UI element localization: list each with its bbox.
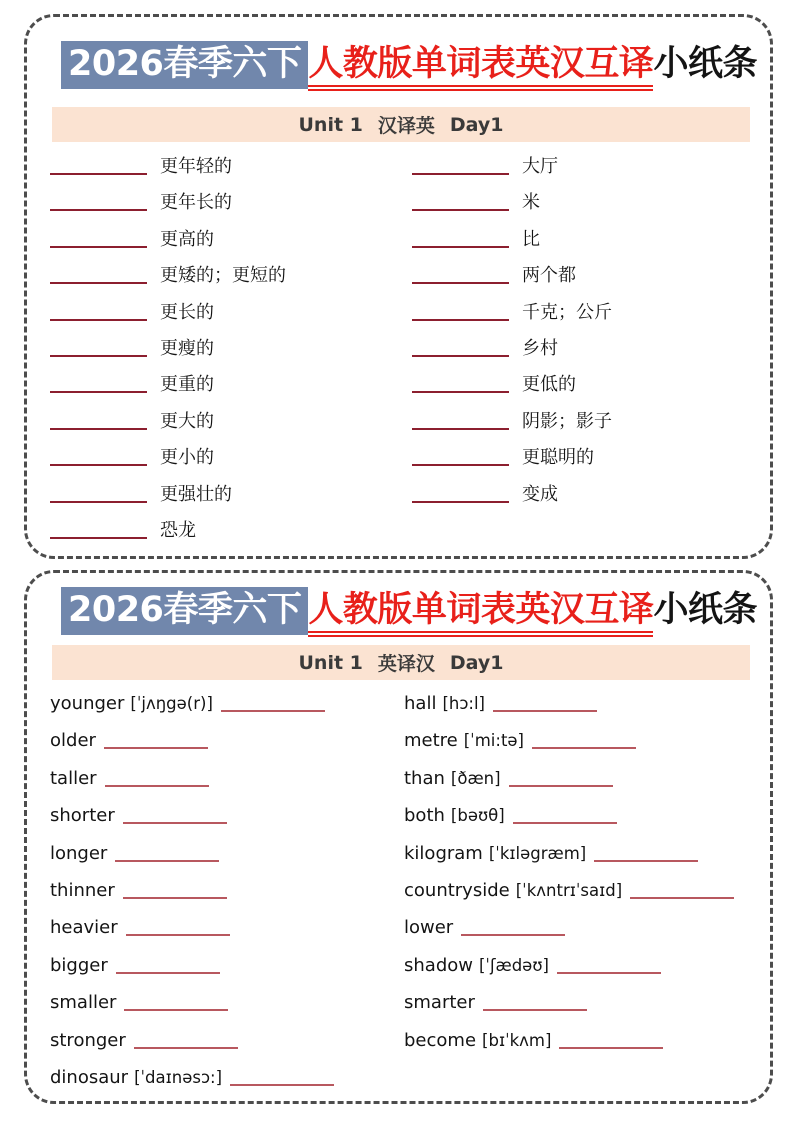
word-row — [50, 367, 286, 403]
chinese-word: 更年长的 — [160, 192, 232, 214]
word-row — [50, 222, 286, 258]
chinese-word: 大厅 — [522, 156, 558, 177]
word-row — [404, 760, 734, 797]
answer-blank — [124, 989, 228, 1011]
answer-blank — [559, 1027, 663, 1049]
answer-blank — [412, 153, 509, 175]
answer-blank — [50, 335, 147, 357]
chinese-word: 更矮的；更短的 — [160, 265, 286, 287]
answer-blank — [50, 517, 147, 539]
english-word: taller — [50, 767, 97, 789]
word-row — [50, 984, 334, 1021]
phonetic-transcription: [ðæn] — [450, 768, 501, 788]
phonetic-transcription: [bɪˈkʌm] — [482, 1030, 552, 1050]
answer-blank — [412, 262, 509, 284]
answer-blank — [50, 153, 147, 175]
chinese-word: 更小的 — [160, 447, 214, 469]
answer-blank — [412, 189, 509, 211]
english-word: metre — [404, 730, 458, 752]
answer-blank — [230, 1064, 334, 1086]
english-word: dinosaur — [50, 1066, 129, 1088]
word-row — [50, 477, 286, 513]
chinese-word: 千克；公斤 — [522, 301, 612, 323]
english-word: lower — [404, 917, 454, 939]
answer-blank — [221, 690, 325, 712]
word-column-right — [412, 149, 612, 513]
answer-blank — [50, 262, 147, 284]
chinese-word: 更聪明的 — [522, 447, 594, 469]
word-row — [412, 258, 612, 294]
word-row — [404, 685, 734, 722]
word-row — [404, 947, 734, 984]
english-word: heavier — [50, 917, 118, 939]
english-word: smaller — [50, 992, 117, 1014]
word-row — [50, 722, 334, 759]
answer-blank — [50, 408, 147, 430]
word-row — [50, 149, 286, 185]
english-word: longer — [50, 842, 108, 864]
chinese-word: 更年轻的 — [160, 156, 232, 177]
answer-blank — [509, 765, 613, 787]
word-row — [412, 295, 612, 331]
word-row — [50, 1022, 334, 1059]
word-row — [404, 1022, 734, 1059]
english-word: smarter — [404, 992, 475, 1014]
word-row — [404, 722, 734, 759]
answer-blank — [50, 371, 147, 393]
word-row — [404, 909, 734, 946]
answer-blank — [412, 444, 509, 466]
chinese-word: 更强壮的 — [160, 483, 232, 505]
word-row — [412, 222, 612, 258]
english-word: countryside — [404, 879, 510, 901]
word-row — [50, 295, 286, 331]
answer-blank — [412, 371, 509, 393]
title-grade-badge: 2026春季六下 — [61, 587, 308, 635]
word-row — [412, 367, 612, 403]
title-main: 人教版单词表英汉互译 — [308, 590, 653, 637]
answer-blank — [126, 914, 230, 936]
english-word: hall — [404, 693, 437, 714]
answer-blank — [50, 481, 147, 503]
phonetic-transcription: [ˈʃædəʊ] — [478, 955, 549, 975]
phonetic-transcription: [ˈkʌntrɪˈsaɪd] — [515, 880, 623, 900]
mode-label: 英译汉 — [377, 653, 435, 675]
unit-label: Unit 1 — [298, 651, 363, 674]
answer-blank — [594, 840, 698, 862]
answer-blank — [104, 727, 208, 749]
chinese-word: 米 — [522, 192, 540, 214]
chinese-word: 恐龙 — [160, 519, 196, 541]
mode-label: 汉译英 — [377, 115, 435, 137]
section-en-to-cn — [24, 570, 773, 1104]
english-word: become — [404, 1029, 477, 1051]
chinese-word: 更瘦的 — [160, 337, 214, 359]
answer-blank — [116, 952, 220, 974]
word-column-left — [50, 685, 334, 1096]
english-word: bigger — [50, 954, 108, 976]
word-row — [50, 872, 334, 909]
word-row — [404, 872, 734, 909]
english-word: thinner — [50, 879, 115, 901]
answer-blank — [513, 802, 617, 824]
answer-blank — [483, 989, 587, 1011]
word-row — [50, 835, 334, 872]
day-label: Day1 — [449, 113, 504, 136]
word-row — [412, 331, 612, 367]
title-suffix: 小纸条 — [653, 590, 757, 630]
word-row — [50, 404, 286, 440]
phonetic-transcription: [ˈdaɪnəsɔ:] — [134, 1067, 223, 1087]
worksheet-title — [61, 43, 757, 87]
english-word: both — [404, 805, 445, 827]
section-cn-to-en — [24, 14, 773, 559]
chinese-word: 两个都 — [522, 265, 576, 287]
phonetic-transcription: [ˈmi:tə] — [463, 731, 524, 751]
english-word: than — [404, 767, 445, 789]
answer-blank — [50, 189, 147, 211]
chinese-word: 更低的 — [522, 374, 576, 396]
word-row — [50, 797, 334, 834]
answer-blank — [412, 408, 509, 430]
word-row — [50, 258, 286, 294]
answer-blank — [461, 914, 565, 936]
word-row — [50, 685, 334, 722]
chinese-word: 阴影；影子 — [522, 410, 612, 432]
english-word: shorter — [50, 805, 115, 827]
answer-blank — [493, 690, 597, 712]
word-row — [412, 404, 612, 440]
english-word: younger — [50, 693, 125, 714]
chinese-word: 更长的 — [160, 301, 214, 323]
word-row — [50, 331, 286, 367]
word-row — [412, 477, 612, 513]
english-word: older — [50, 730, 96, 752]
answer-blank — [412, 335, 509, 357]
word-row — [50, 513, 286, 549]
answer-blank — [134, 1027, 238, 1049]
answer-blank — [557, 952, 661, 974]
word-row — [50, 1059, 334, 1096]
answer-blank — [412, 481, 509, 503]
phonetic-transcription: [ˈjʌŋgə(r)] — [130, 694, 213, 713]
unit-header — [52, 107, 750, 142]
chinese-word: 更大的 — [160, 410, 214, 432]
word-row — [50, 185, 286, 221]
word-row — [50, 760, 334, 797]
chinese-word: 更高的 — [160, 228, 214, 250]
answer-blank — [123, 802, 227, 824]
chinese-word: 乡村 — [522, 337, 558, 359]
title-main: 人教版单词表英汉互译 — [308, 44, 653, 91]
word-column-left — [50, 149, 286, 549]
chinese-word: 变成 — [522, 483, 558, 505]
word-column-right — [404, 685, 734, 1059]
answer-blank — [630, 877, 734, 899]
unit-header — [52, 645, 750, 680]
title-grade-badge: 2026春季六下 — [61, 41, 308, 89]
answer-blank — [50, 226, 147, 248]
word-row — [404, 984, 734, 1021]
word-row — [412, 440, 612, 476]
answer-blank — [50, 444, 147, 466]
unit-label: Unit 1 — [298, 113, 363, 136]
answer-blank — [412, 226, 509, 248]
chinese-word: 比 — [522, 228, 540, 250]
day-label: Day1 — [449, 651, 504, 674]
word-row — [412, 149, 612, 185]
answer-blank — [115, 840, 219, 862]
phonetic-transcription: [bəʊθ] — [450, 806, 505, 826]
word-row — [50, 440, 286, 476]
answer-blank — [50, 299, 147, 321]
word-row — [404, 797, 734, 834]
title-suffix: 小纸条 — [653, 44, 757, 84]
english-word: stronger — [50, 1029, 126, 1051]
answer-blank — [105, 765, 209, 787]
word-row — [404, 835, 734, 872]
answer-blank — [123, 877, 227, 899]
chinese-word: 更重的 — [160, 374, 214, 396]
phonetic-transcription: [ˈkɪləgræm] — [488, 843, 587, 863]
word-row — [50, 947, 334, 984]
english-word: shadow — [404, 954, 473, 976]
worksheet-title — [61, 589, 757, 633]
answer-blank — [532, 727, 636, 749]
answer-blank — [412, 299, 509, 321]
phonetic-transcription: [hɔ:l] — [442, 694, 485, 713]
word-row — [50, 909, 334, 946]
english-word: kilogram — [404, 842, 483, 864]
word-row — [412, 185, 612, 221]
